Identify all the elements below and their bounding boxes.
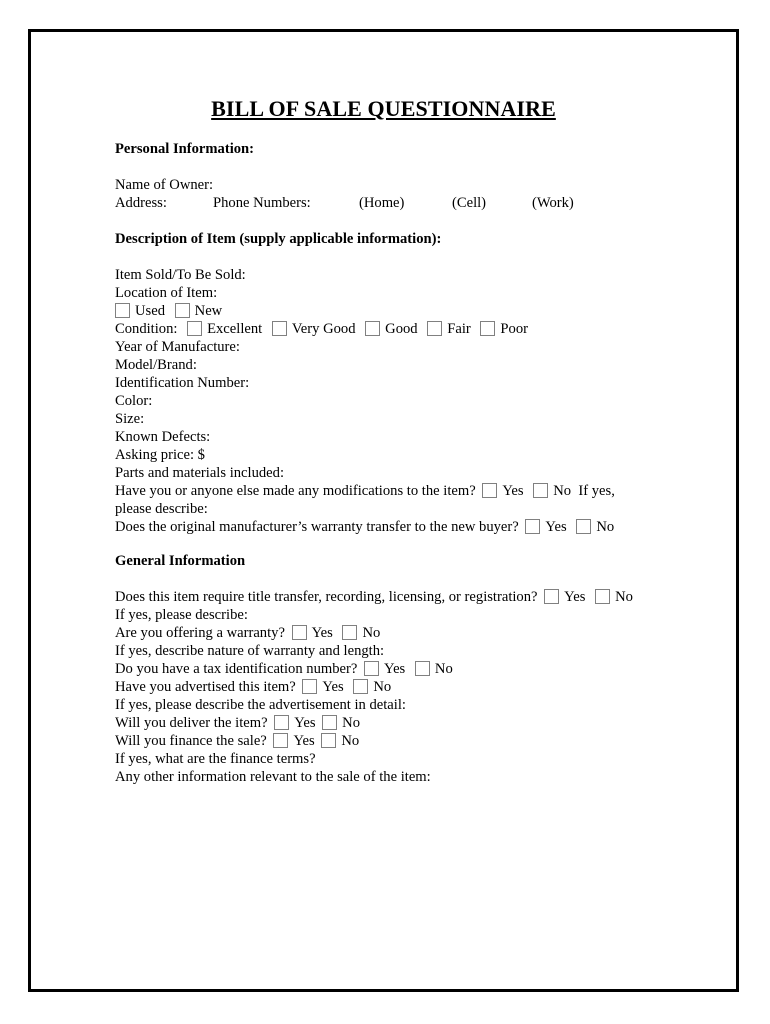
- other-information-label: Any other information relevant to the sale of the item:: [115, 769, 431, 785]
- offering-warranty-yes-checkbox[interactable]: [292, 625, 307, 640]
- advertised-no-checkbox[interactable]: [353, 679, 368, 694]
- address-phone-row: [115, 194, 635, 212]
- color-label: Color:: [115, 393, 153, 409]
- modifications-no-label: No If yes,: [553, 483, 615, 499]
- finance-terms-label: If yes, what are the finance terms?: [115, 751, 316, 767]
- modifications-question: Have you or anyone else made any modifications to the item?: [115, 483, 476, 499]
- finance-yes-checkbox[interactable]: [273, 733, 288, 748]
- modifications-yes-checkbox[interactable]: [482, 483, 497, 498]
- document-title: BILL OF SALE QUESTIONNAIRE: [211, 96, 556, 121]
- fair-label: Fair: [447, 321, 471, 337]
- deliver-yes-checkbox[interactable]: [274, 715, 289, 730]
- work-phone-label: (Work): [532, 195, 574, 211]
- advertised-no-label: No: [373, 679, 392, 695]
- title-transfer-yes-label: Yes: [564, 589, 586, 605]
- deliver-yes-label: Yes: [294, 715, 316, 731]
- name-of-owner-label: Name of Owner:: [115, 177, 214, 193]
- advertised-yes-checkbox[interactable]: [302, 679, 317, 694]
- excellent-label: Excellent: [207, 321, 263, 337]
- warranty-transfer-yes-label: Yes: [545, 519, 567, 535]
- offering-warranty-row: [115, 624, 380, 642]
- title-transfer-no-checkbox[interactable]: [595, 589, 610, 604]
- modifications-yes-label: Yes: [502, 483, 524, 499]
- tax-id-yes-label: Yes: [384, 661, 406, 677]
- offering-warranty-yes-label: Yes: [311, 625, 333, 641]
- fair-checkbox[interactable]: [427, 321, 442, 336]
- title-transfer-describe-label: If yes, please describe:: [115, 607, 248, 623]
- item-sold-label: Item Sold/To Be Sold:: [115, 267, 246, 283]
- tax-id-no-label: No: [434, 661, 453, 677]
- cell-phone-label: (Cell): [452, 195, 487, 211]
- warranty-nature-label: If yes, describe nature of warranty and length:: [115, 643, 385, 659]
- year-label: Year of Manufacture:: [115, 339, 240, 355]
- used-label: Used: [135, 303, 165, 319]
- tax-id-question: Do you have a tax identification number?: [115, 661, 358, 677]
- new-label: New: [194, 303, 223, 319]
- very-good-checkbox[interactable]: [272, 321, 287, 336]
- personal-info-heading: Personal Information:: [115, 141, 255, 157]
- warranty-transfer-no-label: No: [596, 519, 615, 535]
- known-defects-label: Known Defects:: [115, 429, 211, 445]
- deliver-no-checkbox[interactable]: [322, 715, 337, 730]
- identification-number-label: Identification Number:: [115, 375, 250, 391]
- modifications-no-checkbox[interactable]: [533, 483, 548, 498]
- advertised-question: Have you advertised this item?: [115, 679, 296, 695]
- advertised-yes-label: Yes: [322, 679, 344, 695]
- modifications-row: [115, 482, 615, 500]
- finance-question: Will you finance the sale?: [115, 733, 267, 749]
- home-phone-label: (Home): [359, 195, 405, 211]
- address-label: Address:: [115, 195, 167, 211]
- document-page: [28, 29, 739, 992]
- deliver-row: [115, 714, 360, 732]
- title-transfer-no-label: No: [615, 589, 633, 605]
- good-label: Good: [385, 321, 418, 337]
- finance-row: [115, 732, 359, 750]
- tax-id-yes-checkbox[interactable]: [364, 661, 379, 676]
- modifications-describe-label: please describe:: [115, 501, 208, 517]
- model-brand-label: Model/Brand:: [115, 357, 197, 373]
- tax-id-row: [115, 660, 453, 678]
- deliver-question: Will you deliver the item?: [115, 715, 268, 731]
- finance-no-checkbox[interactable]: [321, 733, 336, 748]
- item-description-heading: Description of Item (supply applicable information):: [115, 231, 442, 247]
- parts-materials-label: Parts and materials included:: [115, 465, 284, 481]
- very-good-label: Very Good: [291, 321, 356, 337]
- condition-label: Condition:: [115, 321, 178, 337]
- general-info-heading: General Information: [115, 553, 246, 569]
- offering-warranty-question: Are you offering a warranty?: [115, 625, 285, 641]
- warranty-transfer-no-checkbox[interactable]: [576, 519, 591, 534]
- poor-checkbox[interactable]: [480, 321, 495, 336]
- finance-no-label: No: [341, 733, 360, 749]
- good-checkbox[interactable]: [365, 321, 380, 336]
- warranty-transfer-row: [115, 518, 614, 536]
- item-location-label: Location of Item:: [115, 285, 218, 301]
- asking-price-label: Asking price: $: [115, 447, 205, 463]
- advertisement-describe-label: If yes, please describe the advertisement in detail:: [115, 697, 406, 713]
- title-transfer-question: Does this item require title transfer, recording, licensing, or registration?: [115, 589, 538, 605]
- deliver-no-label: No: [342, 715, 361, 731]
- title-transfer-yes-checkbox[interactable]: [544, 589, 559, 604]
- excellent-checkbox[interactable]: [187, 321, 202, 336]
- used-new-row: [115, 302, 222, 320]
- new-checkbox[interactable]: [175, 303, 190, 318]
- used-checkbox[interactable]: [115, 303, 130, 318]
- phone-numbers-label: Phone Numbers:: [213, 195, 311, 211]
- offering-warranty-no-label: No: [362, 625, 381, 641]
- condition-row: [115, 320, 528, 338]
- poor-label: Poor: [500, 321, 528, 337]
- warranty-transfer-question: Does the original manufacturer’s warranty transfer to the new buyer?: [115, 519, 519, 535]
- finance-yes-label: Yes: [293, 733, 315, 749]
- warranty-transfer-yes-checkbox[interactable]: [525, 519, 540, 534]
- tax-id-no-checkbox[interactable]: [415, 661, 430, 676]
- title-transfer-row: [115, 588, 633, 606]
- advertised-row: [115, 678, 391, 696]
- size-label: Size:: [115, 411, 145, 427]
- offering-warranty-no-checkbox[interactable]: [342, 625, 357, 640]
